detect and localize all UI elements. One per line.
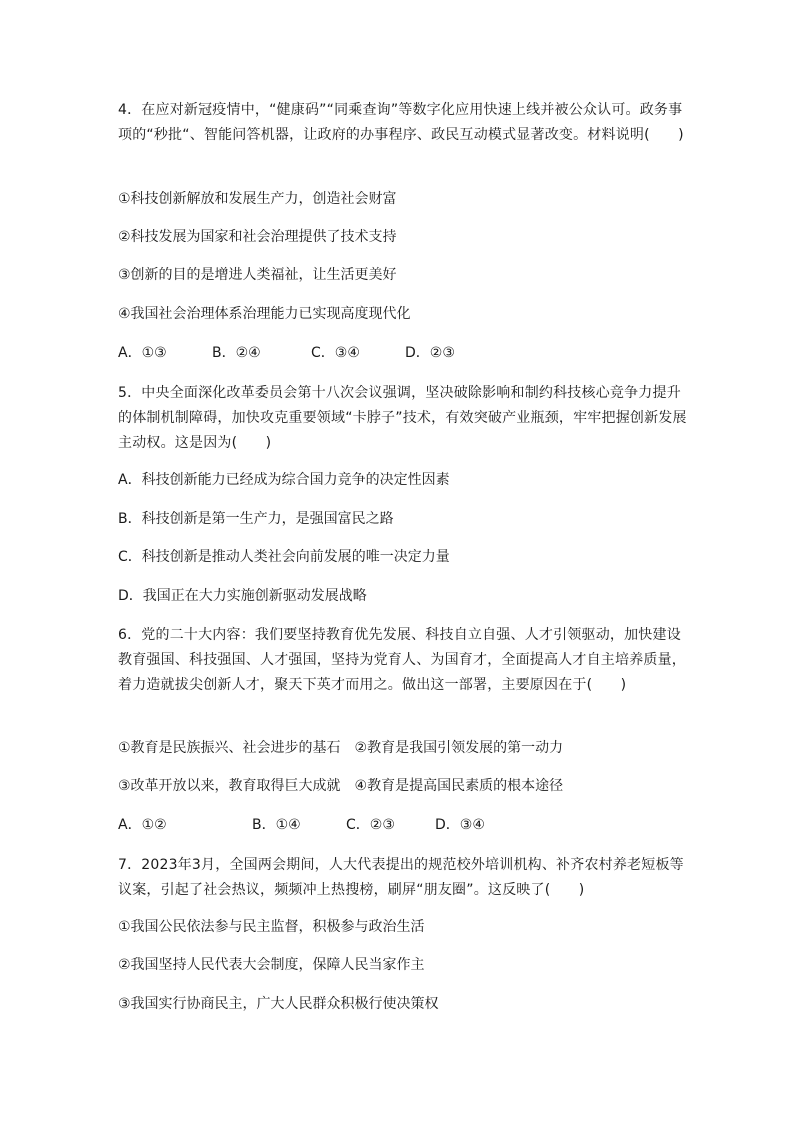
question-4-statement-4: ④我国社会治理体系治理能力已实现高度现代化 (118, 306, 411, 322)
question-5-stem: 5．中央全面深化改革委员会第十八次会议强调，坚决破除影响和制约科技核心竞争力提升的体制机制障碍，加快攻克重要领域“卡脖子”技术，有效突破产业瓶颈，牢牢把握创新发展主动权。这是因为( ) (118, 385, 687, 451)
question-6-stem: 6．党的二十大内容：我们要坚持教育优先发展、科技自立自强、人才引领驱动，加快建设教育强国、科技强国、人才强国，坚持为党育人、为国育才，全面提高人才自主培养质量，着力造就拔尖创新人才，聚天下英才而用之。做出这一部署，主要原因在于( ) (118, 627, 686, 693)
question-7-statement-1: ①我国公民依法参与民主监督，积极参与政治生活 (118, 919, 425, 935)
question-6-statement-row-2: ③改革开放以来，教育取得巨大成就 ④教育是提高国民素质的根本途径 (118, 778, 564, 794)
question-5-choice-b: B．科技创新是第一生产力，是强国富民之路 (118, 511, 394, 527)
question-6-option-c: C．②③ (346, 817, 395, 833)
question-4-statement-3: ③创新的目的是增进人类福祉，让生活更美好 (118, 267, 397, 283)
question-5-choice-c: C．科技创新是推动人类社会向前发展的唯一决定力量 (118, 549, 450, 565)
question-7-stem: 7．2023年3月，全国两会期间，人大代表提出的规范校外培训机构、补齐农村养老短板等议案，引起了社会热议，频频冲上热搜榜，刷屏“朋友圈”。这反映了( ) (118, 857, 684, 898)
question-4-option-b: B．②④ (212, 345, 261, 361)
question-5-choice-a: A．科技创新能力已经成为综合国力竞争的决定性因素 (118, 472, 450, 488)
question-4-option-c: C．③④ (311, 345, 360, 361)
question-7-statement-2: ②我国坚持人民代表大会制度，保障人民当家作主 (118, 957, 425, 973)
question-6-statement-row-1: ①教育是民族振兴、社会进步的基石 ②教育是我国引领发展的第一动力 (118, 740, 564, 756)
question-6-option-d: D．③④ (435, 817, 485, 833)
question-7-statement-3: ③我国实行协商民主，广大人民群众积极行使决策权 (118, 996, 439, 1012)
question-4-statement-1: ①科技创新解放和发展生产力，创造社会财富 (118, 191, 397, 207)
question-6-option-a: A．①② (118, 817, 167, 833)
question-5-choice-d: D．我国正在大力实施创新驱动发展战略 (118, 588, 367, 604)
question-6-option-b: B．①④ (252, 817, 301, 833)
question-4-option-a: A．①③ (118, 345, 167, 361)
question-4-statement-2: ②科技发展为国家和社会治理提供了技术支持 (118, 229, 397, 245)
question-4-stem: 4．在应对新冠疫情中，“健康码”“同乘查询”等数字化应用快速上线并被公众认可。政务事项的“秒批“、智能问答机器，让政府的办事程序、政民互动模式显著改变。材料说明( ) (118, 102, 684, 143)
question-4-option-d: D．②③ (405, 345, 455, 361)
